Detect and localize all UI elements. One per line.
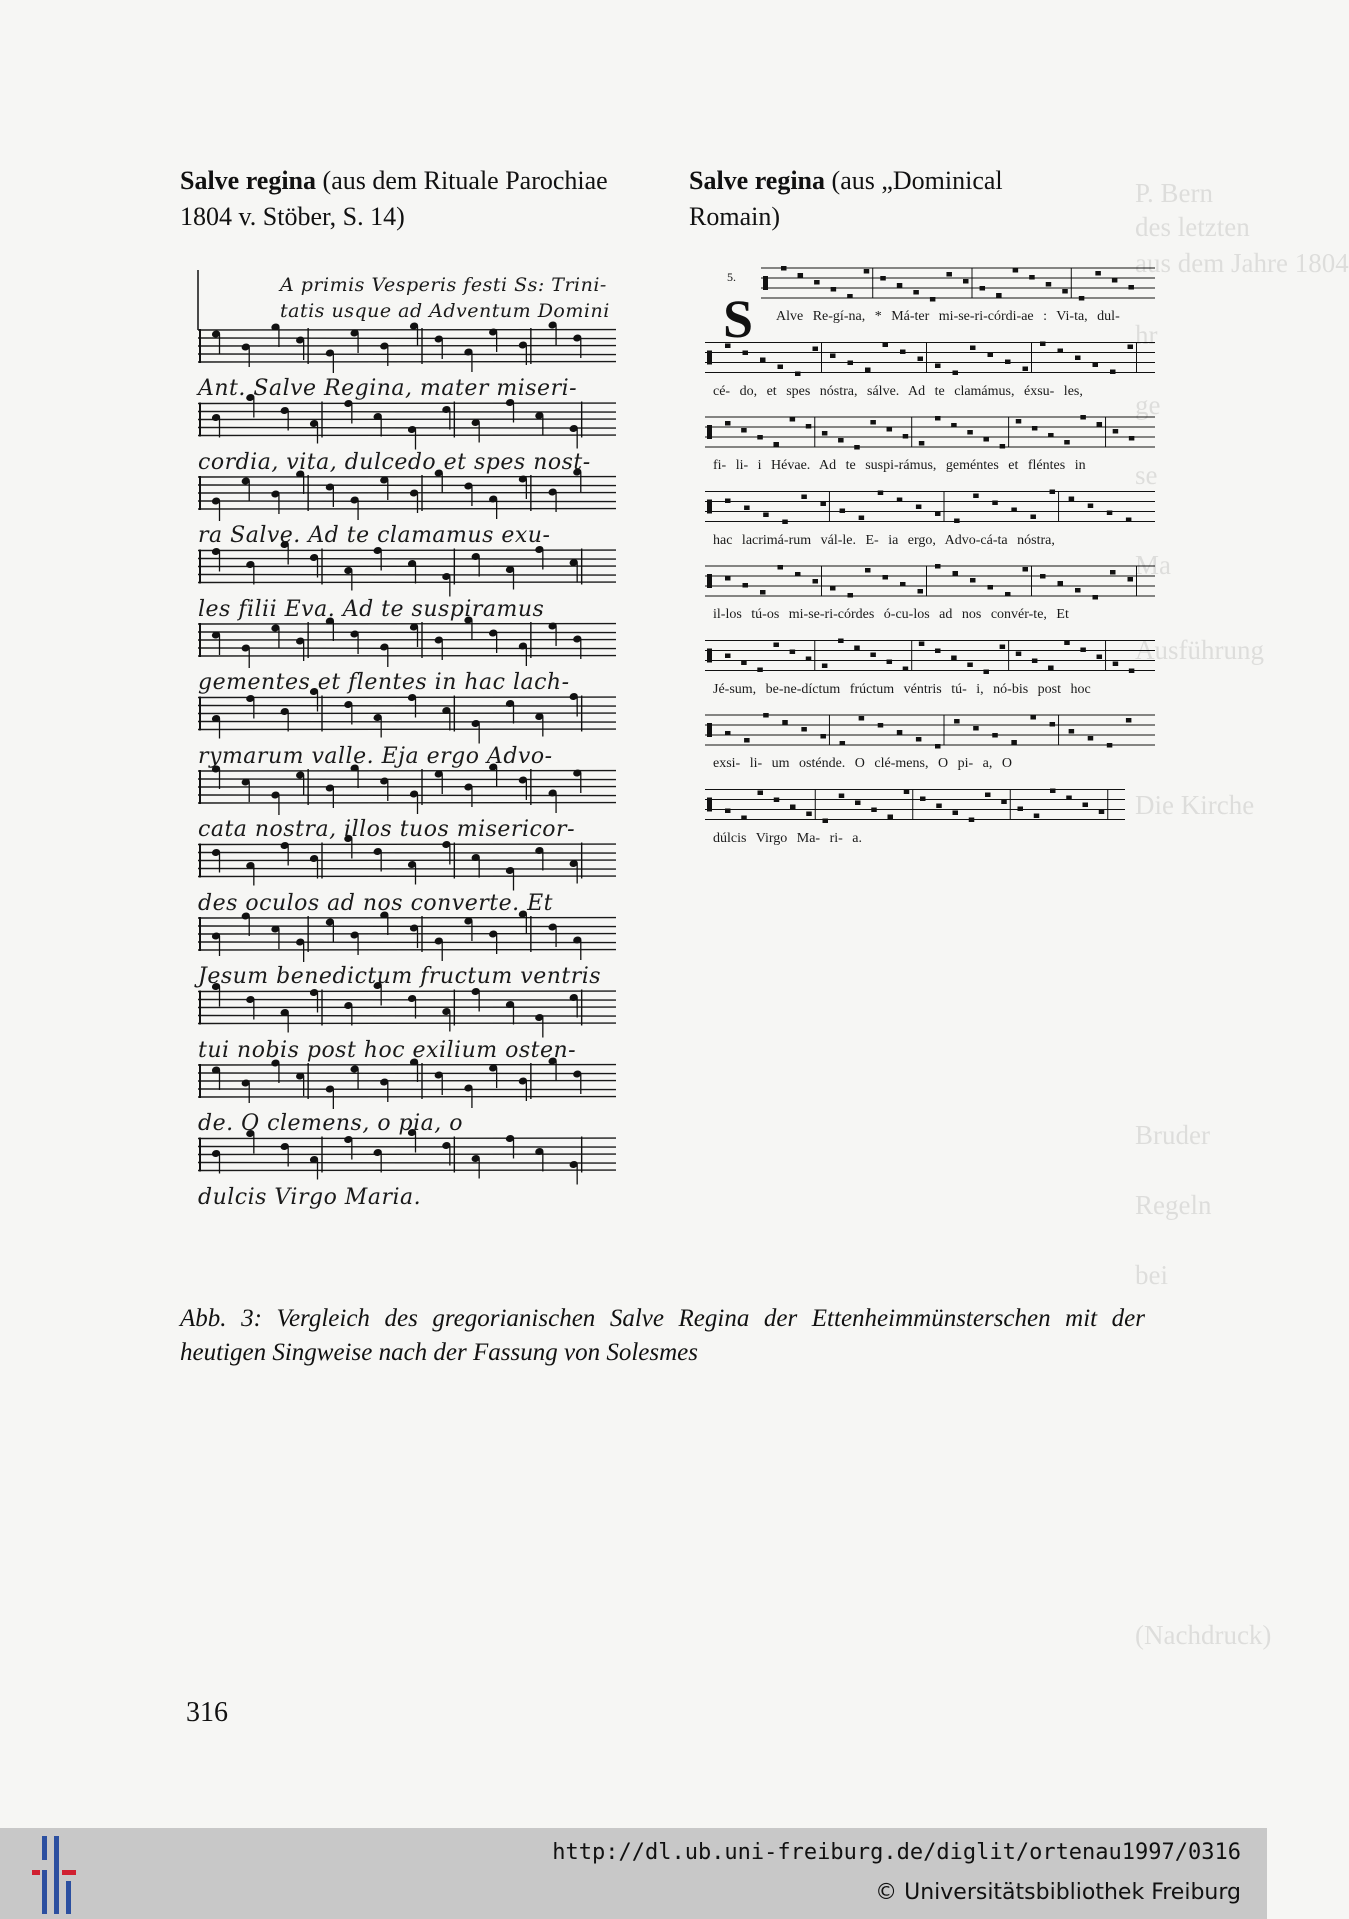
note-group <box>211 393 582 450</box>
staff-line <box>198 779 616 780</box>
printed-chant-score <box>705 262 1155 872</box>
library-logo-icon <box>32 1836 82 1914</box>
ghost-line: Bruder <box>1135 1120 1210 1150</box>
handwritten-lyric-line: gementes et flentes in hac lach- <box>198 670 570 695</box>
chant-lyric-line: Jé-sum, be-ne-díctum frúctum véntris tú- i, nó-bis post hoc <box>713 681 1091 697</box>
staff-line <box>198 1147 616 1148</box>
staff-line <box>198 501 616 502</box>
chant-lyric-line: il-los tú-os mi-se-ri-córdes ó-cu-los ad nos convér-te, Et <box>713 607 1069 622</box>
ghost-line: des letzten <box>1135 212 1250 242</box>
handwritten-lyric-line: Jesum benedictum fructum ventris <box>198 964 602 989</box>
left-title: Salve regina <box>180 166 317 195</box>
neume-group <box>707 490 1131 525</box>
chant-staves <box>705 262 1155 872</box>
staff-line <box>198 853 616 854</box>
handwritten-score <box>198 270 626 1238</box>
staff-line <box>198 354 616 355</box>
handwritten-lyric-line: tatis usque ad Adventum Domini <box>280 300 610 322</box>
ghost-line: aus dem Jahre 1804 <box>1135 248 1349 278</box>
staff-line <box>198 559 616 560</box>
chant-lyric-line: dúlcis Virgo Ma- ri- a. <box>713 830 863 846</box>
handwritten-lyric-line: dulcis Virgo Maria. <box>198 1184 422 1210</box>
handwritten-lyric-line: cordia, vita, dulcedo et spes nost- <box>198 449 591 475</box>
staff-line <box>198 338 616 339</box>
ghost-line: Ma <box>1135 550 1171 580</box>
staff-line <box>198 1073 616 1074</box>
right-column-heading <box>689 163 1089 235</box>
ghost-line: se <box>1135 460 1158 490</box>
ghost-line: hr <box>1135 320 1158 350</box>
neume-group <box>707 342 1137 377</box>
handwritten-lyric-line: ra Salve. Ad te clamamus exu- <box>198 523 551 548</box>
drop-initial: S <box>723 289 754 349</box>
staff-line <box>198 428 616 429</box>
chant-lyric-line: Alve Re-gí-na, * Má-ter mi-se-ri-córdi-ae : Vi-ta, dul- <box>776 309 1120 324</box>
note-group <box>211 981 582 1038</box>
note-group <box>211 540 582 597</box>
viewer-footer <box>0 1828 1267 1919</box>
chant-lyric-line: hac lacrimá-rum vál-le. E- ia ergo, Advo-cá-ta nóstra, <box>713 532 1055 548</box>
handwritten-lyric-line: Ant. Salve Regina, mater miseri- <box>198 376 578 401</box>
ghost-line: P. Bern <box>1135 178 1214 208</box>
permalink-url[interactable]: http://dl.ub.uni-freiburg.de/diglit/ortenau1997/0316 <box>552 1840 1241 1865</box>
staff-line <box>198 869 616 870</box>
note-group <box>211 467 583 521</box>
ghost-line: Die Kirche <box>1135 790 1255 820</box>
figure-caption: Abb. 3: Vergleich des gregorianischen Salve Regina der Ettenheimmünsterschen mit der heutigen Singweise nach der Fassung von Solesmes <box>180 1305 1145 1366</box>
handwritten-lyric-line: des oculos ad nos converte. Et <box>198 890 554 916</box>
right-title-source: (aus „Dominical Romain) <box>689 166 1003 231</box>
neume-group <box>707 713 1131 749</box>
chant-lyric-line: fi- li- i Hévae. Ad te suspi-rámus, geméntes et fléntes in <box>713 458 1086 473</box>
staff-line <box>198 942 616 943</box>
staff-line <box>198 1163 616 1164</box>
page-number: 316 <box>186 1697 228 1728</box>
staff-line <box>198 1016 616 1017</box>
handwritten-lyric-line: rymarum valle. Eja ergo Advo- <box>198 743 553 769</box>
note-group <box>211 687 582 744</box>
staff-line <box>198 485 616 486</box>
neume-group <box>707 415 1134 450</box>
staff-line <box>198 1000 616 1001</box>
handwritten-lyric-line: cata nostra, illos tuos misericor- <box>198 817 576 842</box>
handwritten-lyric-line: A primis Vesperis festi Ss: Trini- <box>280 274 607 296</box>
handwritten-lyric-line: tui nobis post hoc exilium osten- <box>198 1037 577 1063</box>
neume-group <box>707 564 1137 600</box>
staff-line <box>198 1089 616 1090</box>
copyright-notice: © Universitätsbibliothek Freiburg <box>875 1880 1241 1905</box>
chant-lyric-line: exsi- li- um osténde. O clé-mens, O pi- a, O <box>713 756 1012 771</box>
staff-line <box>198 632 616 633</box>
staff-line <box>198 722 616 723</box>
left-column-heading <box>180 163 650 235</box>
ghost-line: bei <box>1135 1260 1168 1290</box>
staff-line <box>198 412 616 413</box>
note-group <box>211 320 583 373</box>
staff-line <box>198 575 616 576</box>
right-title: Salve regina <box>689 166 826 195</box>
neume-group <box>763 266 1134 302</box>
left-title-source: (aus dem Rituale Parochiae 1804 v. Stöber, S. 14) <box>180 166 608 231</box>
ghost-line: Regeln <box>1135 1190 1212 1220</box>
ghost-line: (Nachdruck) <box>1135 1620 1272 1650</box>
handwritten-lyric-line: de. O clemens, o pia, o <box>198 1111 464 1136</box>
staff-line <box>198 706 616 707</box>
chant-lyric-line: cé- do, et spes nóstra, sálve. Ad te clamámus, éxsu- les, <box>713 383 1083 399</box>
staff-line <box>198 648 616 649</box>
neume-group <box>707 789 1108 824</box>
note-group <box>211 834 582 891</box>
note-group <box>211 1128 582 1185</box>
mode-number: 5. <box>727 270 736 284</box>
ghost-line: Ausführung <box>1135 635 1264 665</box>
neume-group <box>707 639 1134 675</box>
ghost-line: ge <box>1135 390 1161 420</box>
handwritten-lyric-line: les filii Eva. Ad te suspiramus <box>198 596 545 622</box>
